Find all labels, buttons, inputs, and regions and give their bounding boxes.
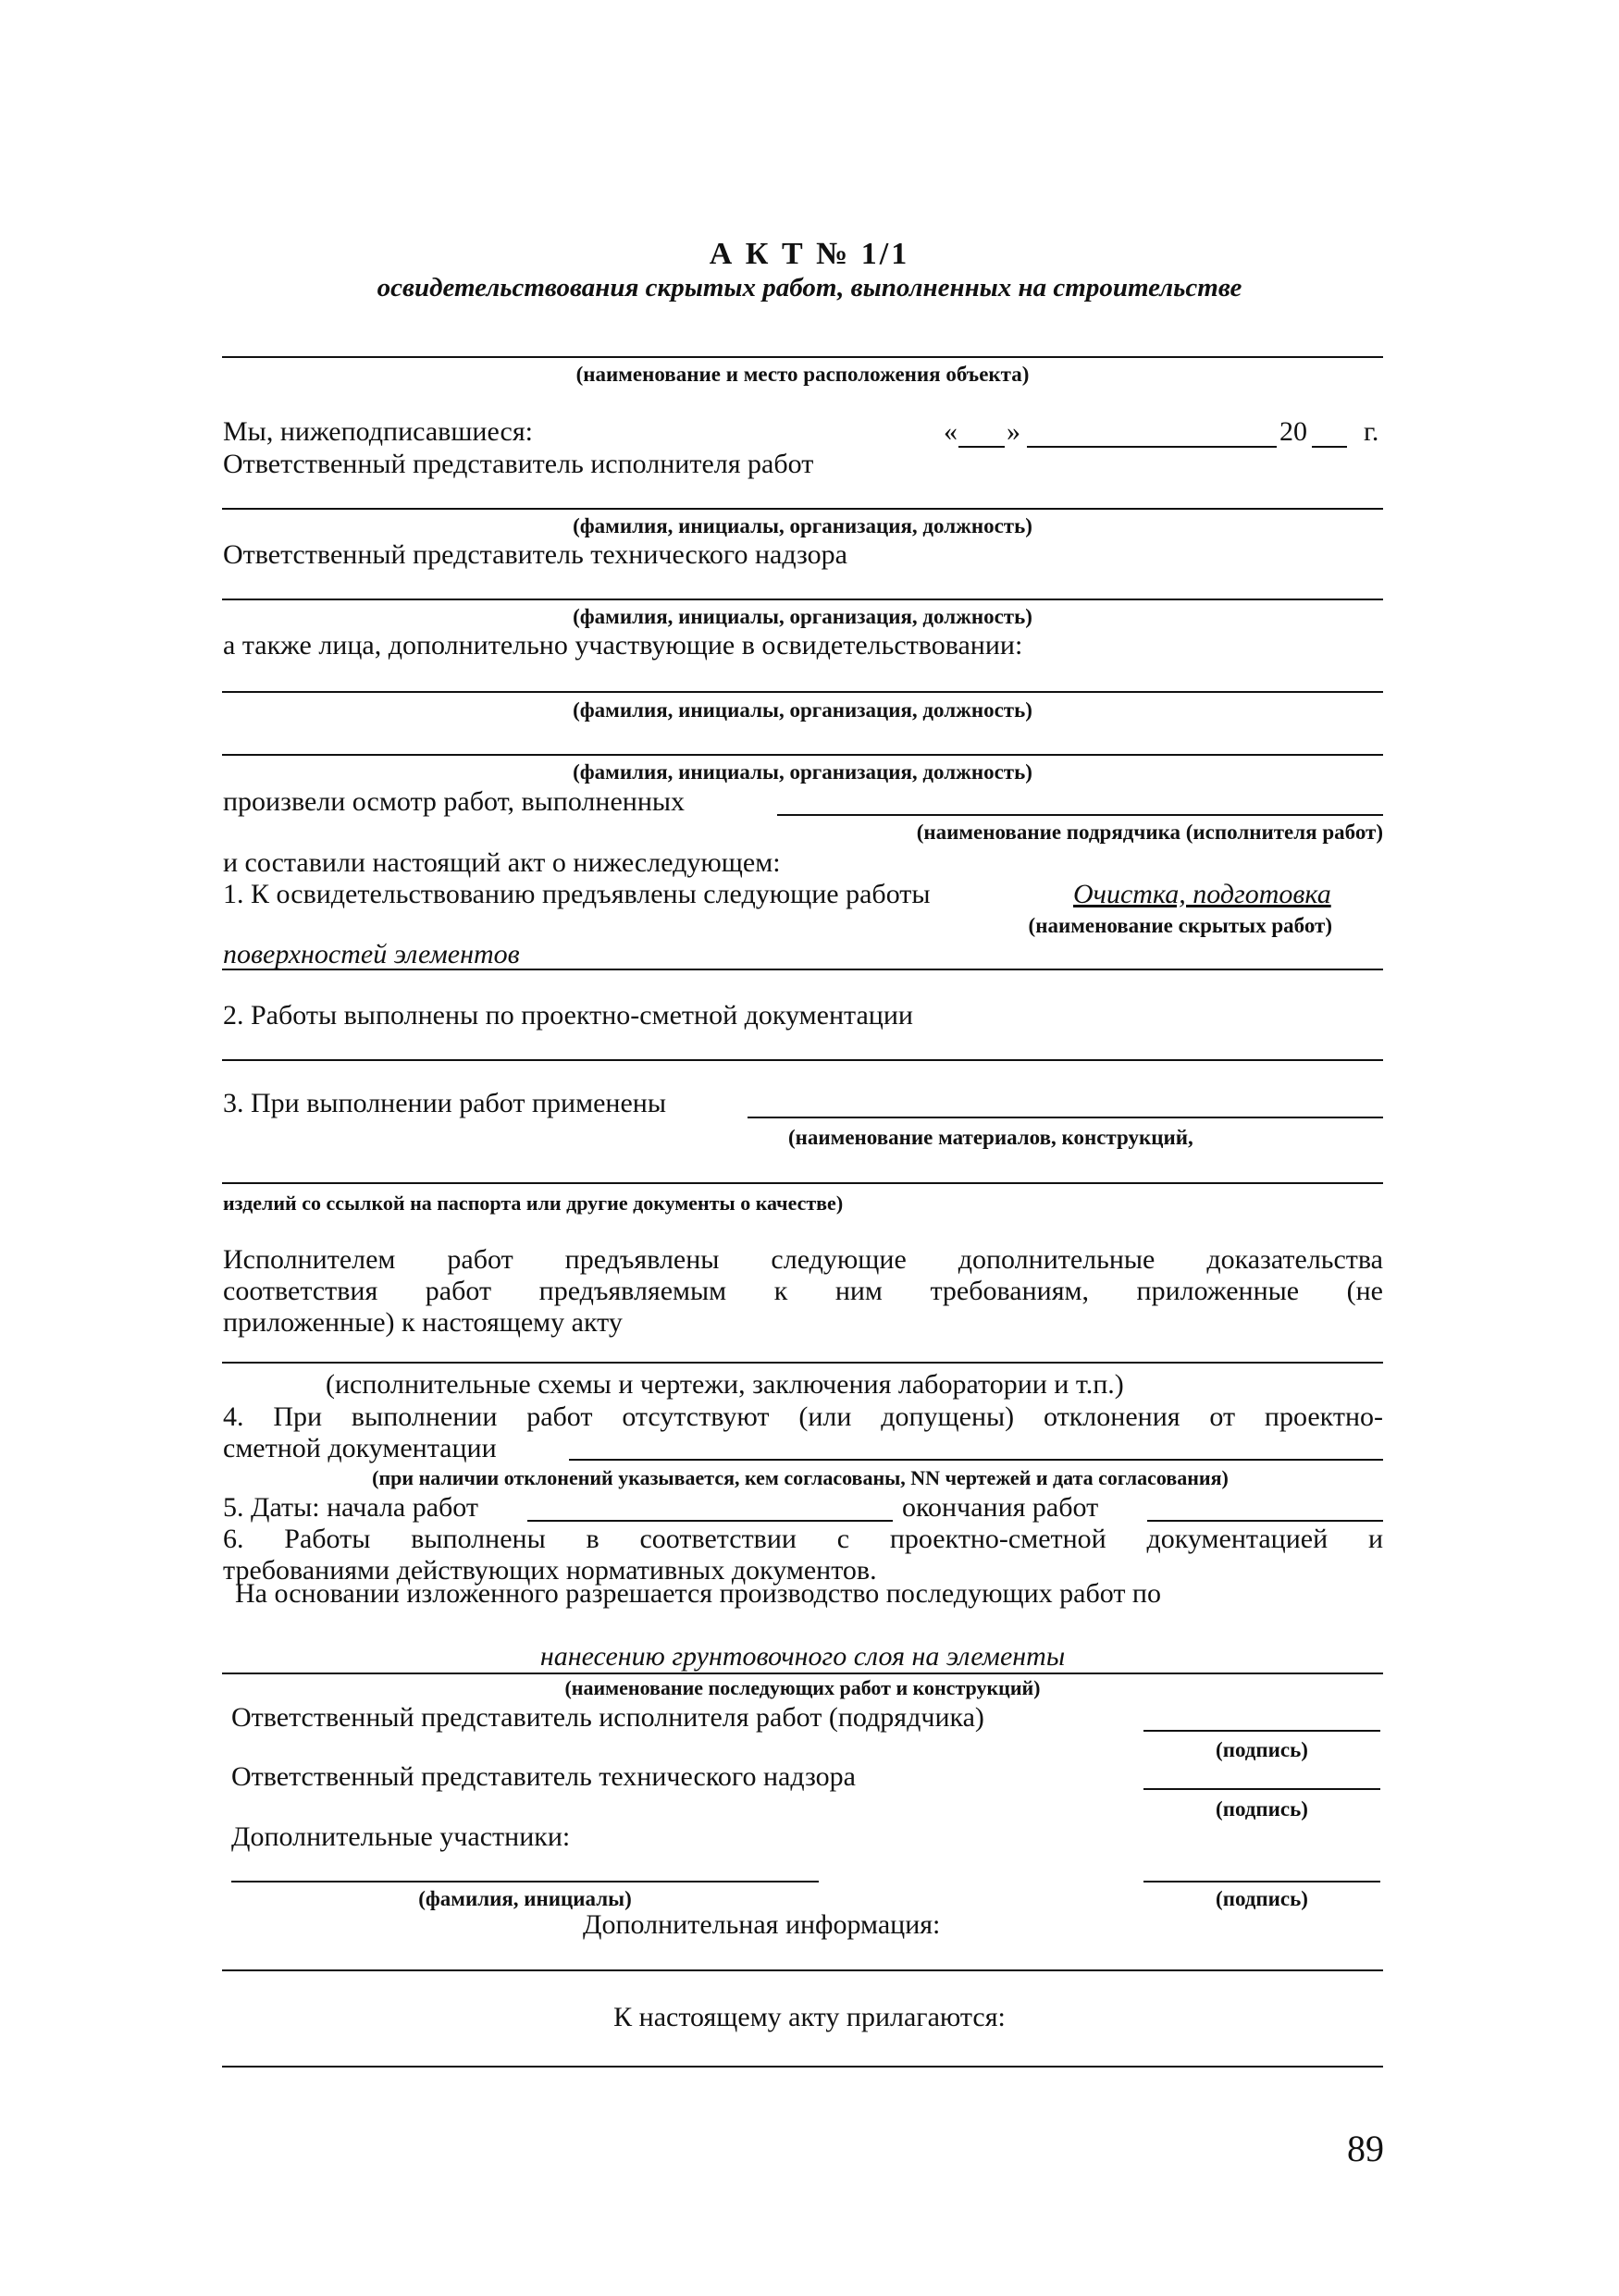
contractor-rep-field[interactable] (222, 508, 1383, 510)
item4-line-2: сметной документации (223, 1433, 497, 1463)
item3-caption-part2: изделий со ссылкой на паспорта или другие документы о качестве) (223, 1191, 844, 1215)
start-date-field[interactable] (527, 1520, 893, 1522)
person-caption: (фамилия, инициалы, организация, должность) (573, 760, 1032, 784)
item1-value-part1: Очистка, подготовка (1073, 879, 1331, 909)
date-year-suffix: г. (1364, 416, 1379, 447)
evidence-line-3: приложенные) к настоящему акту (223, 1307, 623, 1338)
additional-person-field-1[interactable] (222, 691, 1383, 693)
evidence-line-1: Исполнителем работ предъявлены следующие дополнительные доказательства (223, 1244, 1383, 1275)
compiled-label: и составили настоящий акт о нижеследующем: (223, 847, 781, 878)
additional-info-label: Дополнительная информация: (583, 1909, 941, 1940)
tech-signature-field[interactable] (1143, 1788, 1380, 1790)
contractor-name-field[interactable] (777, 814, 1383, 816)
next-works-caption: (наименование последующих работ и конструкций) (564, 1676, 1041, 1699)
date-month-field[interactable] (1027, 446, 1277, 448)
item3-caption-part1: (наименование материалов, конструкций, (788, 1126, 1193, 1149)
evidence-caption: (исполнительные схемы и чертежи, заключения лаборатории и т.п.) (326, 1369, 1124, 1400)
tech-rep-field[interactable] (222, 599, 1383, 600)
inspected-label: произвели осмотр работ, выполненных (223, 786, 686, 817)
evidence-field-line[interactable] (222, 1362, 1383, 1364)
document-subtitle: освидетельствования скрытых работ, выполненных на строительстве (377, 273, 1242, 302)
sign-tech-label: Ответственный представитель технического надзора (231, 1761, 856, 1792)
signature-caption: (подпись) (1216, 1887, 1308, 1910)
object-field-line (222, 356, 1383, 358)
page-number: 89 (1347, 2128, 1384, 2169)
additional-participants-label: Дополнительные участники: (231, 1821, 571, 1852)
we-signed-label: Мы, нижеподписавшиеся: (223, 416, 533, 447)
item3-field-line-2[interactable] (222, 1182, 1383, 1184)
end-date-field[interactable] (1147, 1520, 1383, 1522)
additional-person-field-2[interactable] (222, 754, 1383, 756)
next-works-value: нанесению грунтовочного слоя на элементы (539, 1641, 1066, 1672)
contractor-signature-field[interactable] (1143, 1730, 1380, 1732)
basis-label: На основании изложенного разрешается производство последующих работ по (235, 1578, 1161, 1609)
item4-caption: (при наличии отклонений указывается, кем согласованы, NN чертежей и дата согласования) (372, 1466, 1229, 1489)
additional-persons-label: а также лица, дополнительно участвующие в освидетельствовании: (223, 630, 1023, 660)
item3-label: 3. При выполнении работ применены (223, 1088, 666, 1118)
date-year-prefix: 20 (1279, 416, 1307, 447)
next-works-field-line[interactable] (222, 1673, 1383, 1674)
item2-label: 2. Работы выполнены по проектно-сметной документации (223, 1000, 913, 1031)
item1-label: 1. К освидетельствованию предъявлены следующие работы (223, 879, 931, 909)
item5-end-label: окончания работ (902, 1492, 1099, 1523)
item4-line-1: 4. При выполнении работ отсутствуют (или допущены) отклонения от проектно- (223, 1401, 1383, 1432)
signature-caption: (подпись) (1216, 1738, 1308, 1761)
additional-info-field-line[interactable] (222, 1969, 1383, 1971)
date-day-field[interactable] (958, 446, 1005, 448)
item3-field-line[interactable] (748, 1117, 1383, 1118)
item5-label: 5. Даты: начала работ (223, 1492, 479, 1523)
document-title: А К Т № 1/1 (709, 237, 910, 271)
item6-line-1: 6. Работы выполнены в соответствии с проектно-сметной документацией и (223, 1524, 1383, 1554)
date-year-field[interactable] (1312, 446, 1347, 448)
attachments-label: К настоящему акту прилагаются: (613, 2002, 1006, 2032)
attachments-field-line[interactable] (222, 2066, 1383, 2068)
item2-field-line[interactable] (222, 1059, 1383, 1061)
item4-field-line[interactable] (569, 1459, 1383, 1461)
participant-signature-field[interactable] (1143, 1881, 1380, 1882)
evidence-line-2: соответствия работ предъявляемым к ним требованиям, приложенные (не (223, 1276, 1383, 1306)
contractor-rep-label: Ответственный представитель исполнителя работ (223, 449, 814, 479)
tech-rep-label: Ответственный представитель технического надзора (223, 539, 847, 570)
sign-contractor-label: Ответственный представитель исполнителя работ (подрядчика) (231, 1702, 984, 1733)
signature-caption: (подпись) (1216, 1797, 1308, 1821)
object-caption: (наименование и место расположения объекта) (575, 363, 1030, 386)
contractor-caption: (наименование подрядчика (исполнителя работ) (916, 821, 1383, 844)
date-quote-close: » (1007, 416, 1020, 447)
person-caption: (фамилия, инициалы, организация, должность) (573, 514, 1032, 537)
person-caption: (фамилия, инициалы, организация, должность) (573, 605, 1032, 628)
item1-value-part2: поверхностей элементов (223, 939, 520, 969)
item1-field-line[interactable] (222, 969, 1383, 970)
name-caption: (фамилия, инициалы) (418, 1887, 632, 1910)
item6-line-2: требованиями действующих нормативных документов. (223, 1555, 877, 1586)
item1-caption: (наименование скрытых работ) (1028, 914, 1332, 937)
person-caption: (фамилия, инициалы, организация, должность) (573, 698, 1032, 722)
date-quote-open: « (944, 416, 958, 447)
participant-name-field[interactable] (231, 1881, 819, 1882)
